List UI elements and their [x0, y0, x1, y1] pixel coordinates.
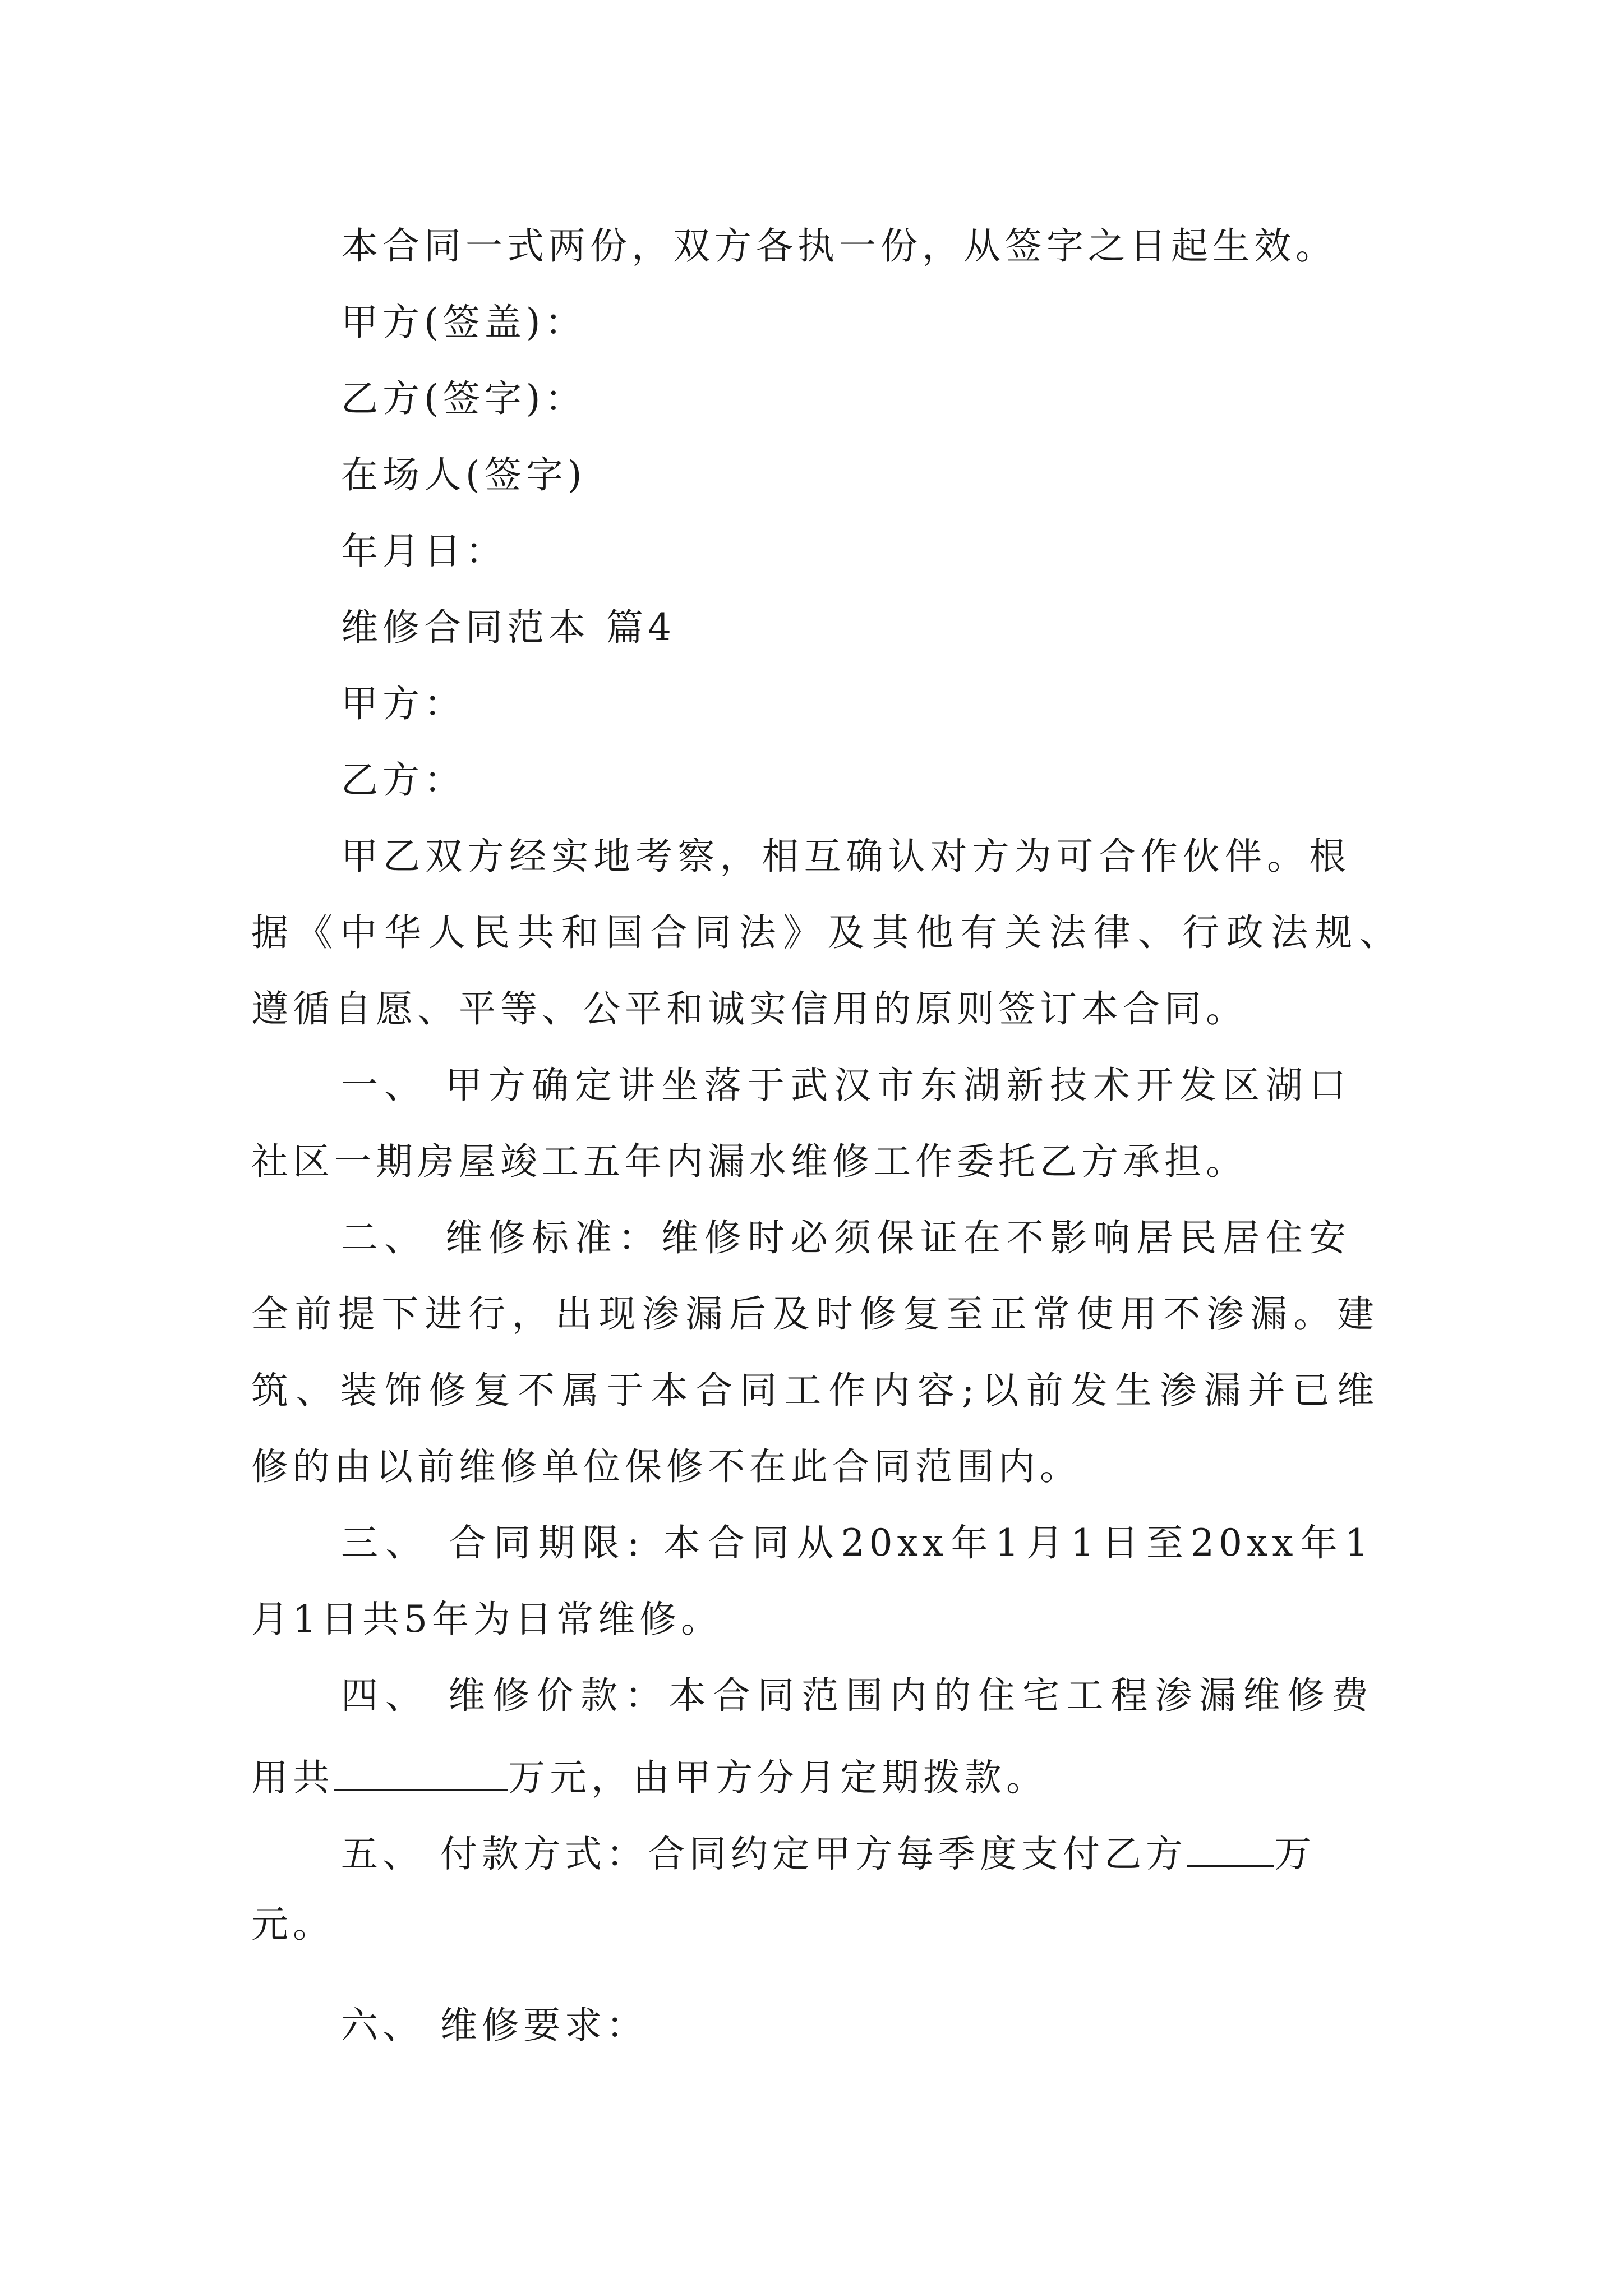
clause-3-line-2: 月1日共5年为日常维修。	[251, 1598, 722, 1641]
clause-2-line-4: 修的由以前维修单位保修不在此合同范围内。	[251, 1445, 1081, 1488]
price-blank[interactable]	[334, 1754, 508, 1791]
clause-2-line-2: 全前提下进行，出现渗漏后及时修复至正常使用不渗漏。建	[251, 1292, 1378, 1336]
intro-line-2: 据《中华人民共和国合同法》及其他有关法律、行政法规、	[251, 911, 1401, 954]
intro-line-3: 遵循自愿、平等、公平和诚实信用的原则签订本合同。	[251, 987, 1247, 1030]
clause-1-line-2: 社区一期房屋竣工五年内漏水维修工作委托乙方承担。	[251, 1140, 1247, 1183]
intro-line-1: 甲乙双方经实地考察，相互确认对方为可合作伙伴。根	[341, 835, 1350, 878]
party-b-label: 乙方：	[341, 758, 465, 802]
clause-4-line-2	[251, 1754, 1401, 1800]
clause-2-line-3: 筑、装饰修复不属于本合同工作内容;以前发生渗漏并已维	[251, 1369, 1378, 1412]
party-a-seal: 甲方(签盖)：	[341, 301, 587, 344]
clause-3-line-1: 三、 合同期限: 本合同从20xx年1月1日至20xx年1	[341, 1521, 1373, 1565]
witness-signature: 在场人(签字)	[341, 453, 587, 496]
effective-clause: 本合同一式两份，双方各执一份，从签字之日起生效。	[341, 224, 1337, 268]
party-a-label: 甲方：	[341, 682, 465, 725]
clause-5-line-1	[341, 1830, 1401, 1876]
price-prefix: 用共	[251, 1756, 334, 1800]
payment-blank[interactable]	[1187, 1830, 1274, 1867]
clause-6-heading: 六、 维修要求：	[341, 2004, 648, 2047]
payment-unit: 万	[1274, 1832, 1316, 1876]
party-b-signature: 乙方(签字)：	[341, 377, 587, 420]
section-heading: 维修合同范本 篇4	[341, 606, 676, 649]
clause-5-line-2: 元。	[251, 1903, 334, 1946]
payment-text: 五、 付款方式：合同约定甲方每季度支付乙方	[341, 1832, 1187, 1876]
clause-1-line-1: 一、 甲方确定讲坐落于武汉市东湖新技术开发区湖口	[341, 1064, 1350, 1107]
date-line: 年月日：	[341, 530, 507, 573]
price-suffix: 万元，由甲方分月定期拨款。	[508, 1756, 1048, 1800]
clause-2-line-1: 二、 维修标准：维修时必须保证在不影响居民居住安	[341, 1216, 1350, 1259]
clause-4-line-1: 四、 维修价款：本合同范围内的住宅工程渗漏维修费	[341, 1674, 1373, 1717]
